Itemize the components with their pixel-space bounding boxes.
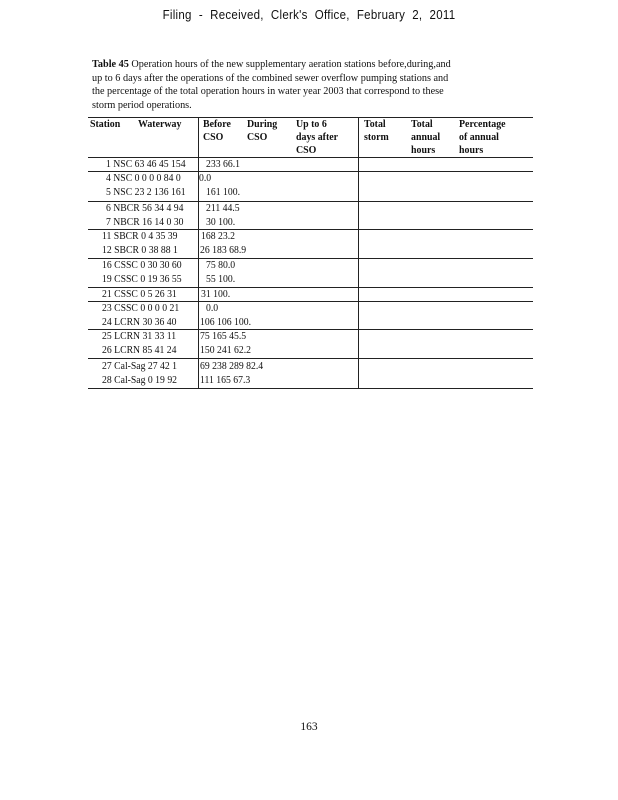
page-number: 163: [300, 721, 318, 733]
table-row-tail: 0.0: [199, 172, 212, 184]
table-row-tail: 0.0: [206, 302, 219, 314]
table-row-tail: 69 238 289 82.4: [200, 360, 264, 372]
col-waterway: Waterway: [138, 118, 182, 130]
table-caption: [92, 58, 483, 112]
table-row: 7 NBCR 16 14 0 30: [106, 216, 184, 228]
table-row-tail: 233 66.1: [206, 158, 241, 170]
col-before-cso: Before CSO: [203, 118, 231, 143]
table-row: 12 SBCR 0 38 88 1: [102, 244, 178, 256]
table-row: 16 CSSC 0 30 30 60: [102, 259, 182, 271]
table-row-tail: 111 165 67.3: [200, 374, 251, 386]
table-row-tail: 31 100.: [201, 288, 231, 300]
table-label: Table 45: [92, 58, 129, 70]
table-row: 23 CSSC 0 0 0 0 21: [102, 302, 180, 314]
table-row-tail: 106 106 100.: [200, 316, 252, 328]
table-row: 11 SBCR 0 4 35 39: [102, 230, 178, 242]
caption-line-1: Operation hours of the new supplementary aeration stations before,during,and: [131, 58, 451, 70]
table-row-tail: 150 241 62.2: [200, 344, 252, 356]
table-row-tail: 30 100.: [206, 216, 236, 228]
column-divider: [198, 117, 199, 389]
table-row: 21 CSSC 0 5 26 31: [102, 288, 177, 300]
table-row-tail: 55 100.: [206, 273, 236, 285]
table-row: 5 NSC 23 2 136 161: [106, 186, 186, 198]
table-row-tail: 168 23.2: [201, 230, 236, 242]
col-station: Station: [90, 118, 121, 130]
col-during-cso: During CSO: [247, 118, 278, 143]
table-row: 26 LCRN 85 41 24: [102, 344, 177, 356]
col-up-to-6-days: Up to 6 days after CSO: [296, 118, 339, 156]
table-row-tail: 161 100.: [206, 186, 241, 198]
table-row: 19 CSSC 0 19 36 55: [102, 273, 182, 285]
table-row-tail: 75 80.0: [206, 259, 236, 271]
table-bottom-rule: [88, 388, 533, 389]
caption-line-4: storm period operations.: [92, 98, 192, 111]
group-rule: [88, 358, 533, 359]
table-row-tail: 26 183 68.9: [200, 244, 247, 256]
column-divider: [358, 117, 359, 389]
table-row: 1 NSC 63 46 45 154: [106, 158, 186, 170]
filing-header: Filing - Received, Clerk's Office, February 2, 2011: [162, 8, 456, 22]
caption-line-2: up to 6 days after the operations of the combined sewer overflow pumping stations and: [92, 71, 449, 84]
table-row: 25 LCRN 31 33 11: [102, 330, 177, 342]
col-percentage: Percentage of annual hours: [459, 118, 506, 156]
caption-line-3: the percentage of the total operation hours in water year 2003 that correspond to these: [92, 85, 444, 98]
table-row-tail: 75 165 45.5: [200, 330, 247, 342]
table-row: 4 NSC 0 0 0 0 84 0: [106, 172, 181, 184]
table-row: 24 LCRN 30 36 40: [102, 316, 177, 328]
table-row: 6 NBCR 56 34 4 94: [106, 202, 184, 214]
col-total-storm: Total storm: [364, 118, 389, 143]
table-row: 28 Cal-Sag 0 19 92: [102, 374, 178, 386]
operation-hours-table: [88, 117, 533, 389]
table-row: 27 Cal-Sag 27 42 1: [102, 360, 178, 372]
col-total-annual: Total annual hours: [411, 118, 441, 156]
table-row-tail: 211 44.5: [206, 202, 240, 214]
